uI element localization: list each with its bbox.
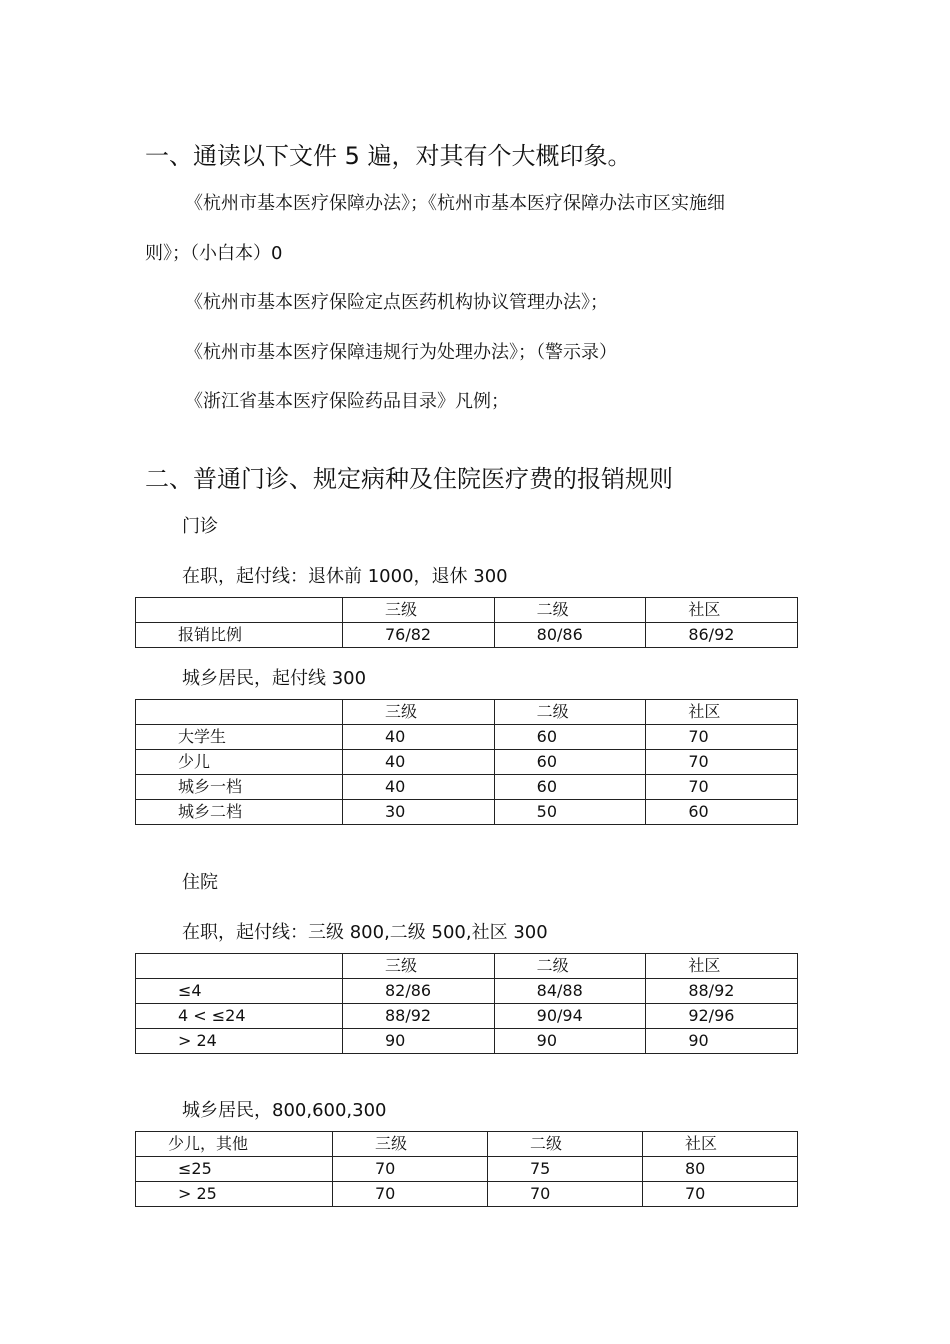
table-cell: 80 bbox=[643, 1157, 798, 1182]
inpatient-employed-table bbox=[135, 953, 798, 1054]
table-cell: 70 bbox=[333, 1157, 488, 1182]
document-line: 《杭州市基本医疗保障办法》；《杭州市基本医疗保障办法市区实施细 bbox=[185, 193, 725, 214]
table-row bbox=[136, 623, 798, 648]
table-cell bbox=[136, 700, 343, 725]
table-cell: 60 bbox=[494, 725, 646, 750]
table-cell: 社区 bbox=[646, 598, 798, 623]
table-cell: 60 bbox=[494, 750, 646, 775]
table-row bbox=[136, 1157, 798, 1182]
table-cell: 少儿 bbox=[136, 750, 343, 775]
table-cell: 社区 bbox=[643, 1132, 798, 1157]
table-cell: 92/96 bbox=[646, 1004, 798, 1029]
table-cell: 70 bbox=[646, 750, 798, 775]
document-line: 《浙江省基本医疗保险药品目录》凡例； bbox=[185, 391, 509, 412]
table-cell: 70 bbox=[333, 1182, 488, 1207]
table-cell: 84/88 bbox=[494, 979, 646, 1004]
table-cell: 90 bbox=[343, 1029, 495, 1054]
document-line: 则》；（小白本）0 bbox=[145, 243, 283, 264]
table-row bbox=[136, 750, 798, 775]
table-cell: 88/92 bbox=[343, 1004, 495, 1029]
table-cell: > 25 bbox=[136, 1182, 333, 1207]
table-cell: 城乡一档 bbox=[136, 775, 343, 800]
document-line: 《杭州市基本医疗保险定点医药机构协议管理办法》； bbox=[185, 292, 608, 313]
table-cell: 三级 bbox=[343, 598, 495, 623]
table-cell: 70 bbox=[646, 725, 798, 750]
table-row bbox=[136, 775, 798, 800]
table-cell: 60 bbox=[494, 775, 646, 800]
table-cell: 少儿，其他 bbox=[136, 1132, 333, 1157]
table-row bbox=[136, 1029, 798, 1054]
table-cell: 75 bbox=[488, 1157, 643, 1182]
table-cell: 4 < ≤24 bbox=[136, 1004, 343, 1029]
table-cell: 86/92 bbox=[646, 623, 798, 648]
outpatient-employed-table bbox=[135, 597, 798, 648]
inpatient-employed-note: 在职，起付线：三级 800,二级 500,社区 300 bbox=[182, 922, 548, 943]
table-cell: 三级 bbox=[333, 1132, 488, 1157]
outpatient-employed-note: 在职，起付线：退休前 1000，退休 300 bbox=[182, 566, 508, 587]
table-cell: 社区 bbox=[646, 954, 798, 979]
table-row bbox=[136, 1004, 798, 1029]
table-cell: 90 bbox=[494, 1029, 646, 1054]
table-cell: 90/94 bbox=[494, 1004, 646, 1029]
inpatient-resident-note: 城乡居民，800,600,300 bbox=[182, 1100, 387, 1121]
table-cell: 40 bbox=[343, 750, 495, 775]
table-cell bbox=[136, 598, 343, 623]
table-cell: ≤4 bbox=[136, 979, 343, 1004]
table-cell: 50 bbox=[494, 800, 646, 825]
table-cell: 30 bbox=[343, 800, 495, 825]
section2-heading: 二、普通门诊、规定病种及住院医疗费的报销规则 bbox=[145, 465, 673, 493]
table-cell: 70 bbox=[646, 775, 798, 800]
table-row bbox=[136, 800, 798, 825]
table-cell: 76/82 bbox=[343, 623, 495, 648]
table-cell: > 24 bbox=[136, 1029, 343, 1054]
table-cell: 40 bbox=[343, 725, 495, 750]
table-header-row bbox=[136, 1132, 798, 1157]
table-cell: 城乡二档 bbox=[136, 800, 343, 825]
table-cell: 二级 bbox=[494, 598, 646, 623]
table-cell: 82/86 bbox=[343, 979, 495, 1004]
table-cell: 60 bbox=[646, 800, 798, 825]
table-cell: 二级 bbox=[488, 1132, 643, 1157]
table-row bbox=[136, 979, 798, 1004]
table-cell: 报销比例 bbox=[136, 623, 343, 648]
table-cell: 70 bbox=[643, 1182, 798, 1207]
outpatient-resident-note: 城乡居民，起付线 300 bbox=[182, 668, 367, 689]
table-cell: 二级 bbox=[494, 700, 646, 725]
table-header-row bbox=[136, 700, 798, 725]
table-cell: 40 bbox=[343, 775, 495, 800]
outpatient-resident-table bbox=[135, 699, 798, 825]
table-cell: 70 bbox=[488, 1182, 643, 1207]
section1-heading: 一、通读以下文件 5 遍，对其有个大概印象。 bbox=[145, 142, 632, 170]
table-cell: 88/92 bbox=[646, 979, 798, 1004]
table-cell: 80/86 bbox=[494, 623, 646, 648]
document-line: 《杭州市基本医疗保障违规行为处理办法》；（警示录） bbox=[185, 342, 617, 363]
table-cell: 大学生 bbox=[136, 725, 343, 750]
table-header-row bbox=[136, 598, 798, 623]
inpatient-label: 住院 bbox=[182, 872, 218, 893]
table-row bbox=[136, 725, 798, 750]
table-cell: 社区 bbox=[646, 700, 798, 725]
table-cell bbox=[136, 954, 343, 979]
table-cell: ≤25 bbox=[136, 1157, 333, 1182]
table-header-row bbox=[136, 954, 798, 979]
table-row bbox=[136, 1182, 798, 1207]
inpatient-resident-table bbox=[135, 1131, 798, 1207]
table-cell: 三级 bbox=[343, 954, 495, 979]
table-cell: 三级 bbox=[343, 700, 495, 725]
table-cell: 二级 bbox=[494, 954, 646, 979]
table-cell: 90 bbox=[646, 1029, 798, 1054]
outpatient-label: 门诊 bbox=[182, 516, 218, 537]
